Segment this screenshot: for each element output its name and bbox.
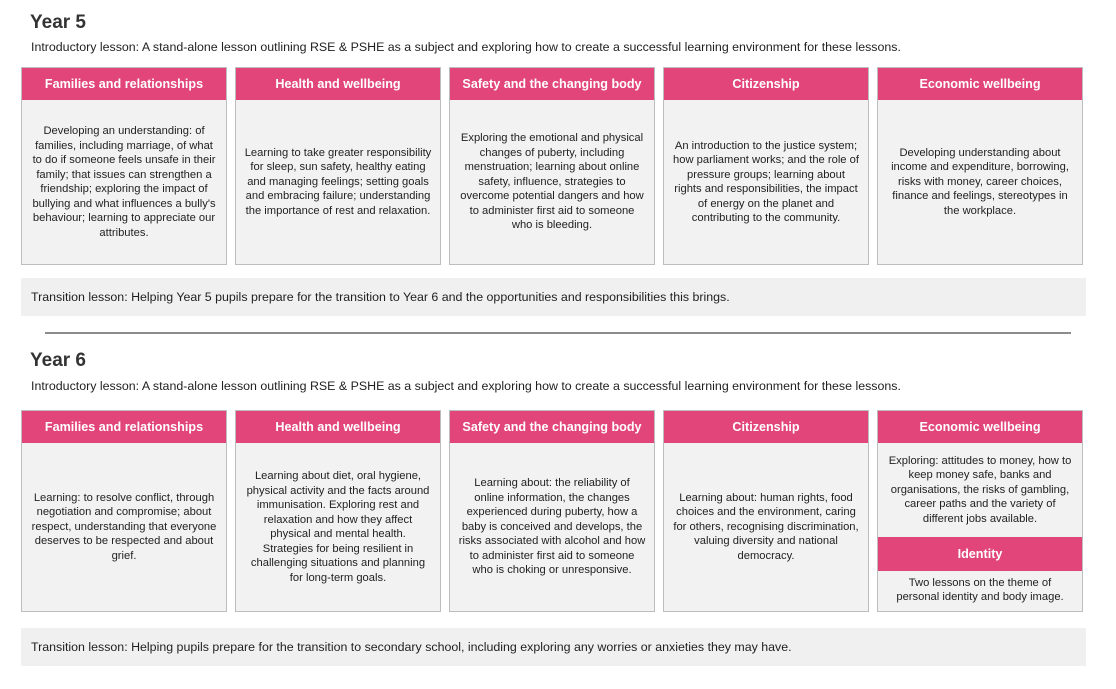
card-text: Learning to take greater responsibility for sleep, sun safety, healthy eating and managing feelings; setting goals and embracing failure; understanding the importance of rest and relaxation. bbox=[244, 146, 432, 217]
card-text: Developing an understanding: of families, including marriage, of what to do if someone feels unsafe in their family; that issues can strengthen a friendship; exploring the impact of bullying and what influences a bully's behaviour; learning to appreciate our attributes. bbox=[32, 125, 216, 239]
identity-title: Identity bbox=[878, 537, 1082, 571]
card-text: Exploring: attitudes to money, how to keep money safe, banks and organisations, the risks of gambling, career paths and the variety of different jobs available. bbox=[888, 454, 1072, 525]
year6-card-health bbox=[235, 410, 441, 612]
card-title: Families and relationships bbox=[22, 68, 226, 100]
year5-card-citizenship bbox=[663, 67, 869, 265]
year6-card-safety bbox=[449, 410, 655, 612]
year6-card-families bbox=[21, 410, 227, 612]
card-text: An introduction to the justice system; how parliament works; and the role of pressure groups; learning about rights and responsibilities, the impact of energy on the planet and contributing to the community. bbox=[673, 139, 859, 224]
year6-transition: Transition lesson: Helping pupils prepare for the transition to secondary school, including exploring any worries or anxieties they may have. bbox=[21, 628, 1086, 666]
card-title: Citizenship bbox=[664, 68, 868, 100]
year6-card-citizenship bbox=[663, 410, 869, 612]
card-title: Economic wellbeing bbox=[878, 68, 1082, 100]
card-title: Citizenship bbox=[664, 411, 868, 443]
year5-card-economic bbox=[877, 67, 1083, 265]
card-title: Health and wellbeing bbox=[236, 411, 440, 443]
card-text: Learning about: the reliability of online information, the changes experienced during puberty, how a baby is conceived and develops, the risks associated with alcohol and how to administer first aid to someone who is choking or unresponsive. bbox=[458, 477, 646, 577]
identity-text: Two lessons on the theme of personal identity and body image. bbox=[896, 576, 1064, 603]
year5-title: Year 5 bbox=[30, 12, 86, 33]
year5-transition: Transition lesson: Helping Year 5 pupils prepare for the transition to Year 6 and the opportunities and responsibilities this brings. bbox=[21, 278, 1086, 316]
card-text: Learning about diet, oral hygiene, physical activity and the facts around immunisation. Exploring rest and relaxation and how they affect physical and mental health. Strategies for being resilient in challenging situations and planning for long-term goals. bbox=[246, 470, 430, 584]
card-text: Developing understanding about income and expenditure, borrowing, risks with money, career choices, finance and feelings, stereotypes in the workplace. bbox=[891, 146, 1069, 217]
year6-cards bbox=[21, 410, 1083, 612]
year5-card-families bbox=[21, 67, 227, 265]
year5-card-safety bbox=[449, 67, 655, 265]
year5-intro: Introductory lesson: A stand-alone lesson outlining RSE & PSHE as a subject and exploring how to create a successful learning environment for these lessons. bbox=[31, 40, 901, 54]
card-text: Learning about: human rights, food choices and the environment, caring for others, recognising discrimination, valuing diversity and national democracy. bbox=[673, 491, 859, 562]
card-title: Safety and the changing body bbox=[450, 68, 654, 100]
year6-title: Year 6 bbox=[30, 350, 86, 371]
card-title: Safety and the changing body bbox=[450, 411, 654, 443]
section-divider bbox=[45, 332, 1071, 334]
card-title: Health and wellbeing bbox=[236, 68, 440, 100]
card-title: Families and relationships bbox=[22, 411, 226, 443]
year6-card-economic-identity bbox=[877, 410, 1083, 612]
year5-card-health bbox=[235, 67, 441, 265]
card-text: Learning: to resolve conflict, through negotiation and compromise; about respect, understanding that everyone deserves to be respected and about grief. bbox=[31, 491, 217, 562]
card-text: Exploring the emotional and physical changes of puberty, including menstruation; learning about online safety, influence, strategies to overcome potential dangers and how to administer first aid to someone who is bleeding. bbox=[460, 132, 644, 232]
year6-intro: Introductory lesson: A stand-alone lesson outlining RSE & PSHE as a subject and exploring how to create a successful learning environment for these lessons. bbox=[31, 379, 901, 393]
year5-cards bbox=[21, 67, 1083, 265]
card-title: Economic wellbeing bbox=[878, 411, 1082, 443]
